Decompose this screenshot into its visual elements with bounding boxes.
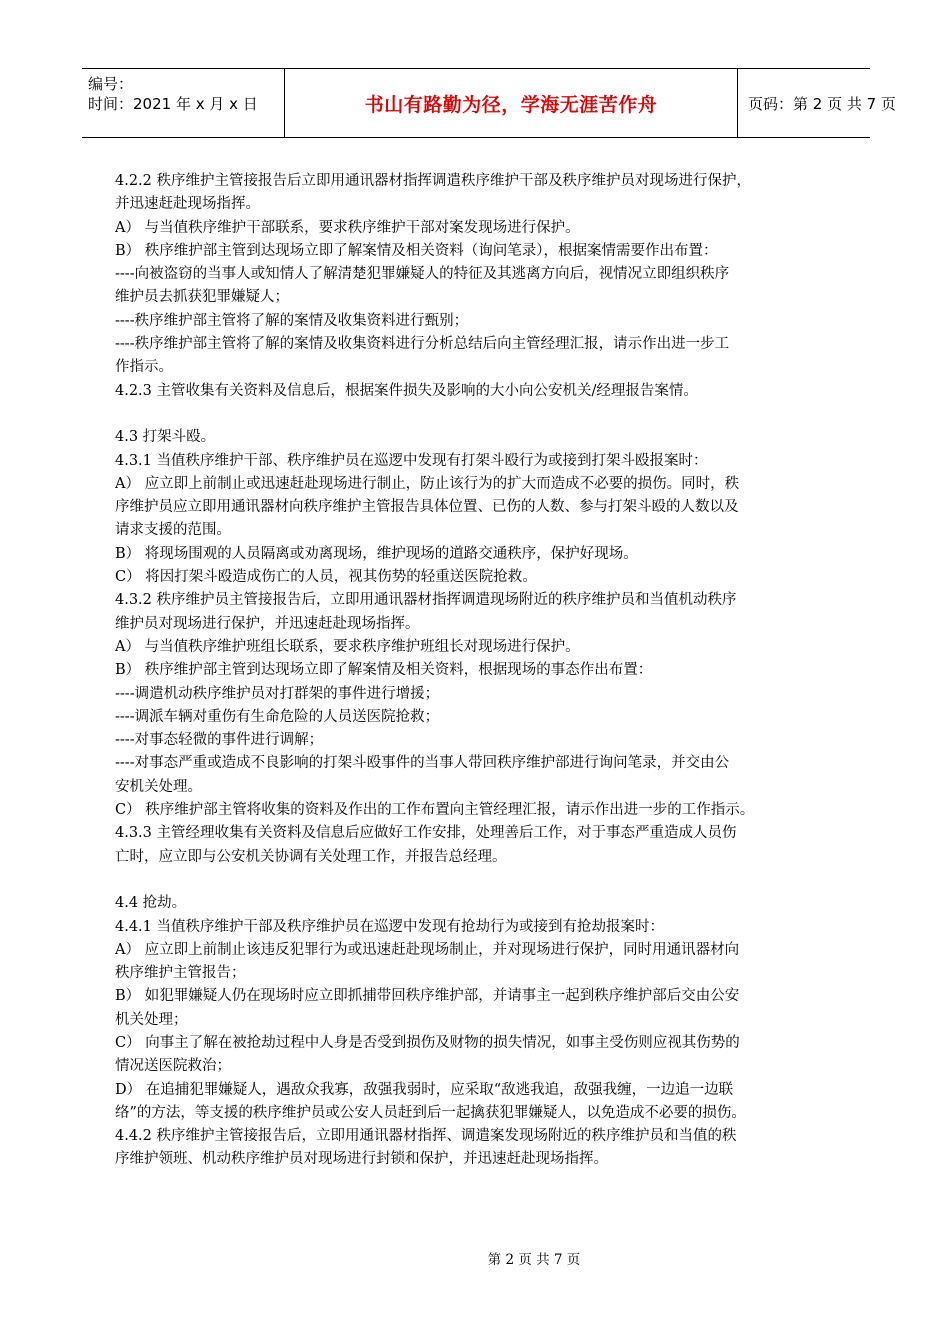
text-line: 4.3 打架斗殴。 <box>115 429 216 446</box>
text-line: 4.4 抢劫。 <box>115 895 187 912</box>
text-line: C） 秩序维护部主管将收集的资料及作出的工作布置向主管经理汇报，请示作出进一步的工作指示。 <box>115 802 755 819</box>
text-line: 4.4.2 秩序维护主管接报告后，立即用通讯器材指挥、调遣案发现场附近的秩序维护员和当值的秩 <box>115 1128 737 1145</box>
text-line: C） 向事主了解在被抢劫过程中人身是否受到损伤及财物的损失情况，如事主受伤则应视其伤势的 <box>115 1034 740 1051</box>
text-line: ----对事态严重或造成不良影响的打架斗殴事件的当事人带回秩序维护部进行询问笔录，并交由公 <box>115 755 730 772</box>
text-line: 机关处理； <box>115 1011 188 1028</box>
text-line: 4.3.2 秩序维护员主管接报告后，立即用通讯器材指挥调遣现场附近的秩序维护员和当值机动秩序 <box>115 592 737 609</box>
header-left-cell <box>82 69 285 137</box>
text-line: A） 应立即上前制止该违反犯罪行为或迅速赶赴现场制止，并对现场进行保护，同时用通讯器材向 <box>115 941 740 958</box>
text-line: ----秩序维护部主管将了解的案情及收集资料进行分析总结后向主管经理汇报，请示作出进一步工 <box>115 336 730 353</box>
footer-page-number: 第 2 页 共 7 页 <box>487 1252 581 1268</box>
text-line: 作指示。 <box>115 359 173 376</box>
header-page-cell <box>738 69 896 137</box>
text-line: ----调遣机动秩序维护员对打群架的事件进行增援； <box>115 685 440 702</box>
header-page-number: 页码：第 2 页 共 7 页 <box>748 94 896 113</box>
text-line: 序维护领班、机动秩序维护员对现场进行封锁和保护，并迅速赶赴现场指挥。 <box>115 1151 608 1168</box>
text-line: 维护员对现场进行保护，并迅速赶赴现场指挥。 <box>115 615 420 632</box>
text-line: 请求支援的范围。 <box>115 522 231 539</box>
text-line: ----向被盗窃的当事人或知情人了解清楚犯罪嫌疑人的特征及其逃离方向后，视情况立即组织秩序 <box>115 266 730 283</box>
text-line: 4.3.3 主管经理收集有关资料及信息后应做好工作安排，处理善后工作，对于事态严重造成人员伤 <box>115 825 737 842</box>
text-line: 秩序维护主管报告； <box>115 965 246 982</box>
document-date-label: 时间：2021 年 x 月 x 日 <box>88 95 258 113</box>
text-line: 亡时，应立即与公安机关协调有关处理工作，并报告总经理。 <box>115 848 507 865</box>
text-line: 安机关处理。 <box>115 778 202 795</box>
text-line: B） 秩序维护部主管到达现场立即了解案情及相关资料，根据现场的事态作出布置： <box>115 662 653 679</box>
header-table <box>82 68 896 138</box>
text-line: 4.2.3 主管收集有关资料及信息后，根据案件损失及影响的大小向公安机关/经理报告案情。 <box>115 382 698 399</box>
header-motto: 书山有路勤为径，学海无涯苦作舟 <box>364 93 658 116</box>
text-line: 维护员去抓获犯罪嫌疑人； <box>115 289 289 306</box>
header-motto-cell <box>285 69 738 137</box>
text-line: C） 将因打架斗殴造成伤亡的人员，视其伤势的轻重送医院抢救。 <box>115 569 537 586</box>
blank-line <box>115 869 850 892</box>
text-line: D） 在追捕犯罪嫌疑人，遇敌众我寡，敌强我弱时，应采取“敌逃我追，敌强我缠，一边追一边联 <box>115 1081 734 1098</box>
text-line: 4.3.1 当值秩序维护干部、秩序维护员在巡逻中发现有打架斗殴行为或接到打架斗殴报案时： <box>115 452 708 469</box>
body-text <box>115 170 850 1172</box>
text-line: 并迅速赶赴现场指挥。 <box>115 196 260 213</box>
document-number-label: 编号： <box>88 75 134 93</box>
text-line: A） 应立即上前制止或迅速赶赴现场进行制止，防止该行为的扩大而造成不必要的损伤。同时，秩 <box>115 475 740 492</box>
text-line: B） 将现场围观的人员隔离或劝离现场，维护现场的道路交通秩序，保护好现场。 <box>115 545 638 562</box>
text-line: A） 与当值秩序维护班组长联系，要求秩序维护班组长对现场进行保护。 <box>115 638 580 655</box>
text-line: 4.4.1 当值秩序维护干部及秩序维护员在巡逻中发现有抢劫行为或接到有抢劫报案时： <box>115 918 665 935</box>
text-line: 络”的方法，等支援的秩序维护员或公安人员赶到后一起擒获犯罪嫌疑人，以免造成不必要的损伤。 <box>115 1104 746 1121</box>
page-footer <box>0 1248 950 1268</box>
text-line: A） 与当值秩序维护干部联系，要求秩序维护干部对案发现场进行保护。 <box>115 219 580 236</box>
blank-line <box>115 403 850 426</box>
text-line: 情况送医院救治； <box>115 1058 231 1075</box>
text-line: B） 如犯罪嫌疑人仍在现场时应立即抓捕带回秩序维护部，并请事主一起到秩序维护部后交由公安 <box>115 988 740 1005</box>
text-line: ----调派车辆对重伤有生命危险的人员送医院抢救； <box>115 708 440 725</box>
text-line: 4.2.2 秩序维护主管接报告后立即用通讯器材指挥调遣秩序维护干部及秩序维护员对现场进行保护， <box>115 173 751 189</box>
text-line: B） 秩序维护部主管到达现场立即了解案情及相关资料（询问笔录），根据案情需要作出布置： <box>115 242 718 259</box>
text-line: ----秩序维护部主管将了解的案情及收集资料进行甄别； <box>115 312 469 329</box>
text-line: ----对事态轻微的事件进行调解； <box>115 732 324 749</box>
text-line: 序维护员应立即用通讯器材向秩序维护主管报告具体位置、已伤的人数、参与打架斗殴的人数以及 <box>115 499 739 516</box>
